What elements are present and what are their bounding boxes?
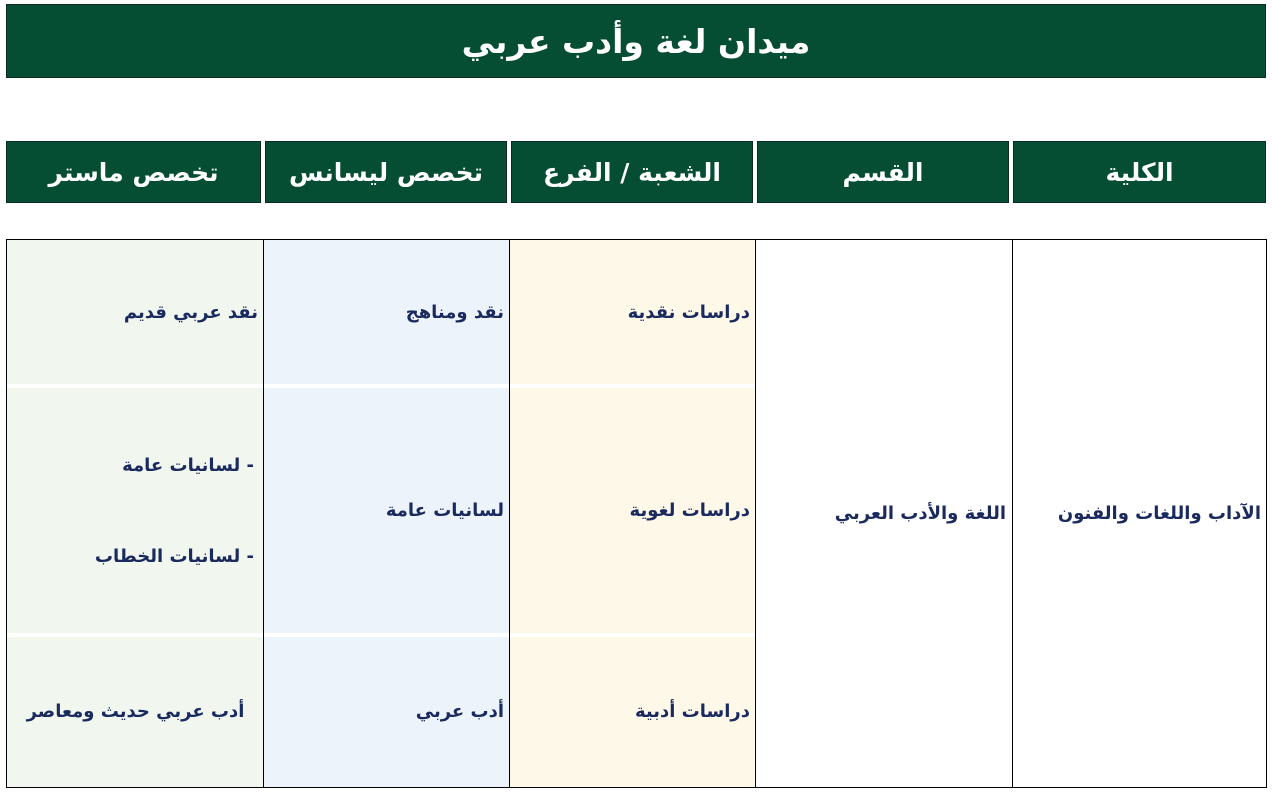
faculty-cell (1012, 240, 1265, 786)
licence-value: نقد ومناهج (405, 301, 504, 323)
table-row-2-branch (510, 388, 756, 633)
table-row-3-branch (510, 637, 756, 786)
specialties-table (6, 239, 1267, 788)
page-title-banner (6, 4, 1266, 78)
licence-value: أدب عربي (415, 701, 504, 722)
header-department: القسم (757, 141, 1009, 203)
table-row-3-master (7, 637, 264, 786)
master-value: - لسانيات عامة (122, 454, 254, 476)
branch-value: دراسات لغوية (629, 500, 750, 521)
table-row-1-licence (264, 240, 510, 384)
department-value: اللغة والأدب العربي (834, 502, 1006, 524)
licence-value: لسانيات عامة (385, 500, 504, 521)
header-master: تخصص ماستر (6, 141, 261, 203)
department-cell (756, 240, 1012, 786)
faculty-value: الآداب واللغات والفنون (1057, 502, 1261, 524)
table-row-1-master (7, 240, 264, 384)
table-row-3-licence (264, 637, 510, 786)
branch-value: دراسات نقدية (627, 301, 750, 323)
master-value: نقد عربي قديم (123, 301, 258, 323)
header-licence: تخصص ليسانس (265, 141, 507, 203)
header-branch: الشعبة / الفرع (511, 141, 753, 203)
master-value: أدب عربي حديث ومعاصر (26, 701, 245, 722)
table-row-2-master (7, 388, 264, 633)
page-title: ميدان لغة وأدب عربي (461, 21, 811, 61)
header-faculty: الكلية (1013, 141, 1266, 203)
branch-value: دراسات أدبية (634, 701, 750, 722)
master-value: - لسانيات الخطاب (94, 545, 254, 567)
table-row-2-licence (264, 388, 510, 633)
table-row-1-branch (510, 240, 756, 384)
table-header-row (6, 141, 1266, 203)
